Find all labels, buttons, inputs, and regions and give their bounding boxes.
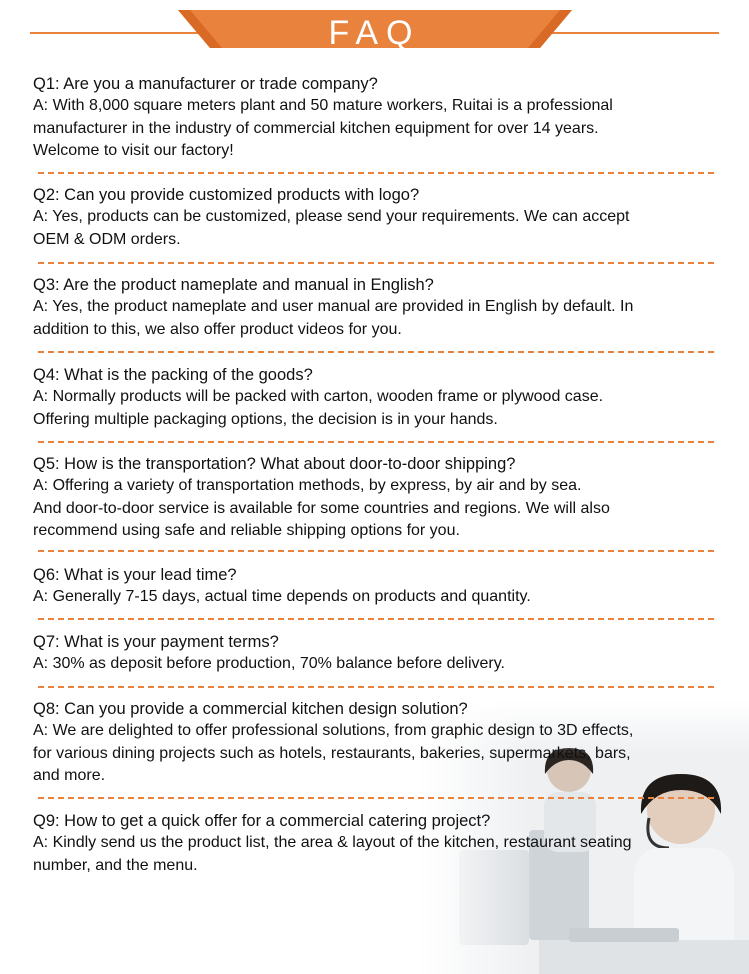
- dashed-divider: [38, 550, 714, 552]
- page-title: FAQ: [328, 14, 421, 52]
- faq-item-9: [33, 810, 719, 877]
- faq-answer: A: Kindly send us the product list, the area & layout of the kitchen, restaurant seating number, and the menu.: [33, 834, 632, 874]
- faq-answer: A: With 8,000 square meters plant and 50 mature workers, Ruitai is a professional manufacturer in the industry of commercial kitchen equipment for over 14 years. Welcome to visit our factory!: [33, 97, 613, 159]
- dashed-divider: [38, 262, 714, 264]
- faq-item-8: [33, 698, 719, 788]
- faq-item-4: [33, 364, 719, 431]
- faq-item-1: [33, 73, 719, 163]
- faq-item-5: [33, 453, 719, 543]
- dashed-divider: [38, 351, 714, 353]
- faq-question: Q5: How is the transportation? What about door-to-door shipping?: [33, 455, 516, 473]
- faq-item-7: [33, 631, 719, 676]
- dashed-divider: [38, 686, 714, 688]
- faq-question: Q4: What is the packing of the goods?: [33, 366, 313, 384]
- faq-answer: A: Generally 7-15 days, actual time depends on products and quantity.: [33, 588, 531, 605]
- dashed-divider: [38, 618, 714, 620]
- faq-question: Q2: Can you provide customized products with logo?: [33, 186, 420, 204]
- dashed-divider: [38, 172, 714, 174]
- faq-answer: A: Offering a variety of transportation methods, by express, by air and by sea. And door-to-door service is available for some countries and regions. We will also recommend using safe and reliable shipping options for you.: [33, 477, 610, 539]
- faq-answer: A: Yes, products can be customized, please send your requirements. We can accept OEM & ODM orders.: [33, 208, 630, 248]
- faq-answer: A: We are delighted to offer professional solutions, from graphic design to 3D effects, for various dining projects such as hotels, restaurants, bakeries, supermarkets, bars, and more.: [33, 722, 634, 784]
- faq-question: Q3: Are the product nameplate and manual in English?: [33, 276, 434, 294]
- faq-answer: A: Normally products will be packed with carton, wooden frame or plywood case. Offering multiple packaging options, the decision is in your hands.: [33, 388, 604, 428]
- dashed-divider: [38, 441, 714, 443]
- faq-question: Q9: How to get a quick offer for a commercial catering project?: [33, 812, 491, 830]
- dashed-divider: [38, 797, 714, 799]
- faq-question: Q7: What is your payment terms?: [33, 633, 279, 651]
- faq-question: Q6: What is your lead time?: [33, 566, 237, 584]
- faq-question: Q1: Are you a manufacturer or trade company?: [33, 75, 378, 93]
- faq-question: Q8: Can you provide a commercial kitchen design solution?: [33, 700, 468, 718]
- faq-answer: A: 30% as deposit before production, 70% balance before delivery.: [33, 655, 505, 672]
- faq-item-6: [33, 564, 719, 609]
- faq-item-2: [33, 184, 719, 251]
- faq-item-3: [33, 274, 719, 341]
- faq-answer: A: Yes, the product nameplate and user manual are provided in English by default. In addition to this, we also offer product videos for you.: [33, 298, 634, 338]
